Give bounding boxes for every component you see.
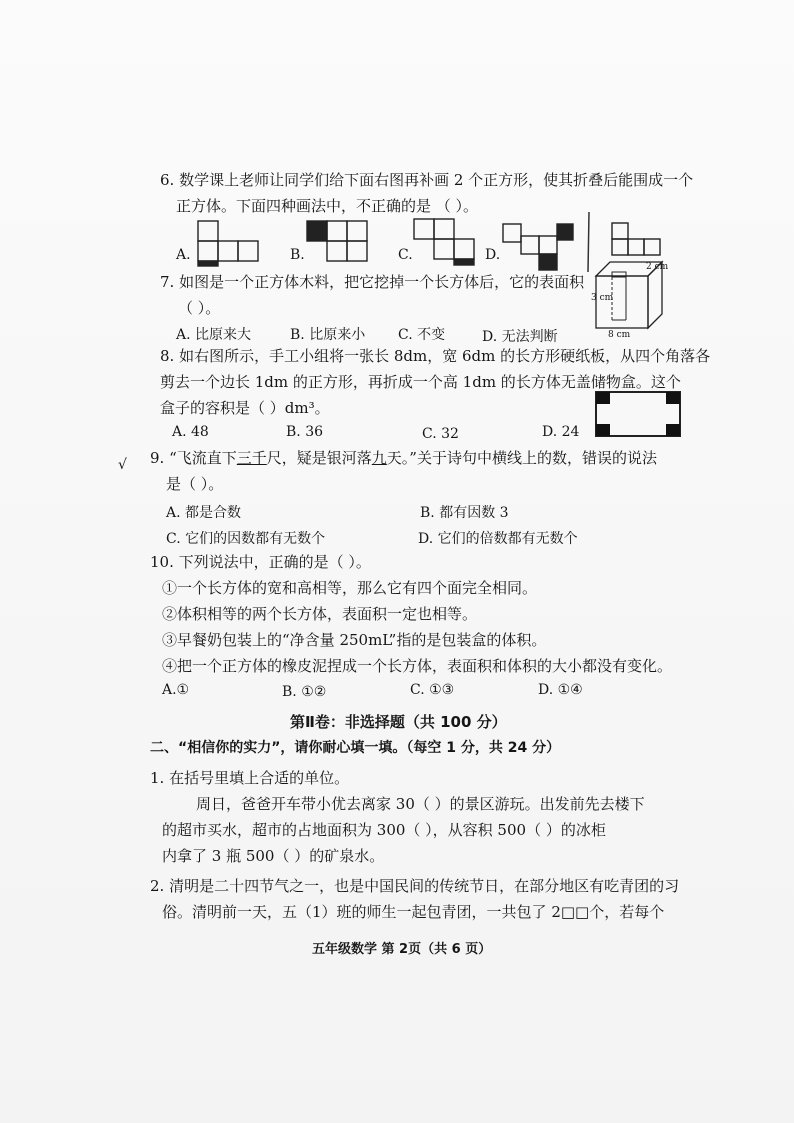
q6-line2: 正方体。下面四种画法中，不正确的是 （ ）。 — [176, 197, 479, 215]
q8-line2: 剪去一个边长 1dm 的正方形，再折成一个高 1dm 的长方体无盖储物盒。这个 — [160, 373, 681, 391]
section-title: 第Ⅱ卷：非选择题（共 100 分） — [290, 713, 507, 731]
q7-line2: （ ）。 — [178, 299, 221, 317]
q7-label-8cm: 8 cm — [608, 330, 631, 340]
q10-item-2: ②体积相等的两个长方体，表面积一定也相等。 — [162, 605, 478, 623]
q6-option-c-net — [413, 218, 477, 268]
q6-option-b-net — [306, 220, 370, 270]
q9-underlined-number-2: 九 — [371, 449, 387, 467]
q10-item-3: ③早餐奶包装上的“净含量 250mL”指的是包装盒的体积。 — [162, 631, 547, 649]
q6-option-d-label: D. — [485, 247, 501, 263]
q6-option-d-net — [502, 214, 574, 272]
q6-line1: 6. 数学课上老师让同学们给下面右图再补画 2 个正方形，使其折叠后能围成一个 — [160, 171, 694, 189]
q10-item-1: ①一个长方体的宽和高相等，那么它有四个面完全相同。 — [162, 579, 538, 597]
q7-label-2cm: 2 cm — [646, 262, 669, 272]
q6-option-a-net — [197, 220, 259, 266]
q8-cardboard-figure — [594, 390, 684, 438]
fill2-line2: 俗。清明前一天，五（1）班的师生一起包青团，一共包了 2□□个，若每个 — [162, 903, 665, 921]
q10-option-b: B. ①② — [282, 684, 327, 700]
q9-line2: 是（ ）。 — [166, 475, 224, 493]
q7-option-d: D. 无法判断 — [482, 329, 558, 345]
q9-option-c: C. 它们的因数都有无数个 — [166, 531, 326, 547]
page-footer: 五年级数学 第 2页（共 6 页） — [312, 942, 492, 957]
q7-label-3cm: 3 cm — [591, 293, 614, 303]
q9-option-b: B. 都有因数 3 — [420, 505, 509, 521]
q9-check-mark: √ — [118, 457, 127, 473]
fill1-line3: 的超市买水，超市的占地面积为 300（ ），从容积 500（ ）的冰柜 — [162, 821, 606, 839]
q9-option-d: D. 它们的倍数都有无数个 — [418, 531, 578, 547]
q8-option-c: C. 32 — [422, 426, 459, 442]
q10-line1: 10. 下列说法中，正确的是（ ）。 — [150, 553, 371, 571]
q7-option-a: A. 比原来大 — [176, 327, 252, 343]
q6-option-b-label: B. — [290, 247, 305, 263]
q9-option-a: A. 都是合数 — [166, 505, 242, 521]
q9-text-c: 尺，疑是银河落 — [266, 449, 372, 467]
q8-option-a: A. 48 — [172, 424, 209, 440]
q10-option-c: C. ①③ — [410, 682, 455, 698]
q6-option-c-label: C. — [398, 247, 413, 263]
q7-option-b: B. 比原来小 — [290, 327, 366, 343]
q10-option-a: A.① — [162, 682, 190, 698]
fill2-line1: 2. 清明是二十四节气之一，也是中国民间的传统节日，在部分地区有吃青团的习 — [150, 877, 680, 895]
fill1-line1: 1. 在括号里填上合适的单位。 — [150, 769, 350, 787]
q7-option-c: C. 不变 — [398, 327, 446, 343]
q10-item-4: ④把一个正方体的橡皮泥捏成一个长方体，表面积和体积的大小都没有变化。 — [162, 657, 673, 675]
q9-text-a: 9. “飞流直下 — [150, 449, 237, 467]
q9-line1 — [150, 448, 657, 468]
q8-option-d: D. 24 — [542, 424, 580, 440]
q6-reference-net — [611, 222, 663, 256]
q8-option-b: B. 36 — [286, 424, 324, 440]
q7-line1: 7. 如图是一个正方体木料，把它挖掉一个长方体后，它的表面积 — [160, 273, 585, 291]
q8-line1: 8. 如右图所示，手工小组将一张长 8dm，宽 6dm 的长方形硬纸板，从四个角落各 — [160, 347, 711, 365]
q8-line3: 盒子的容积是（ ）dm³。 — [160, 399, 330, 417]
q9-underlined-number-1: 三千 — [236, 449, 267, 467]
fill1-line2: 周日，爸爸开车带小优去离家 30（ ）的景区游玩。出发前先去楼下 — [196, 795, 645, 813]
fill1-line4: 内拿了 3 瓶 500（ ）的矿泉水。 — [162, 847, 385, 865]
part-two-heading: 二、“相信你的实力”，请你耐心填一填。（每空 1 分，共 24 分） — [150, 740, 561, 756]
q9-text-e: 天。”关于诗句中横线上的数，错误的说法 — [386, 449, 657, 467]
q10-option-d: D. ①④ — [538, 682, 583, 698]
q6-option-a-label: A. — [176, 247, 191, 263]
